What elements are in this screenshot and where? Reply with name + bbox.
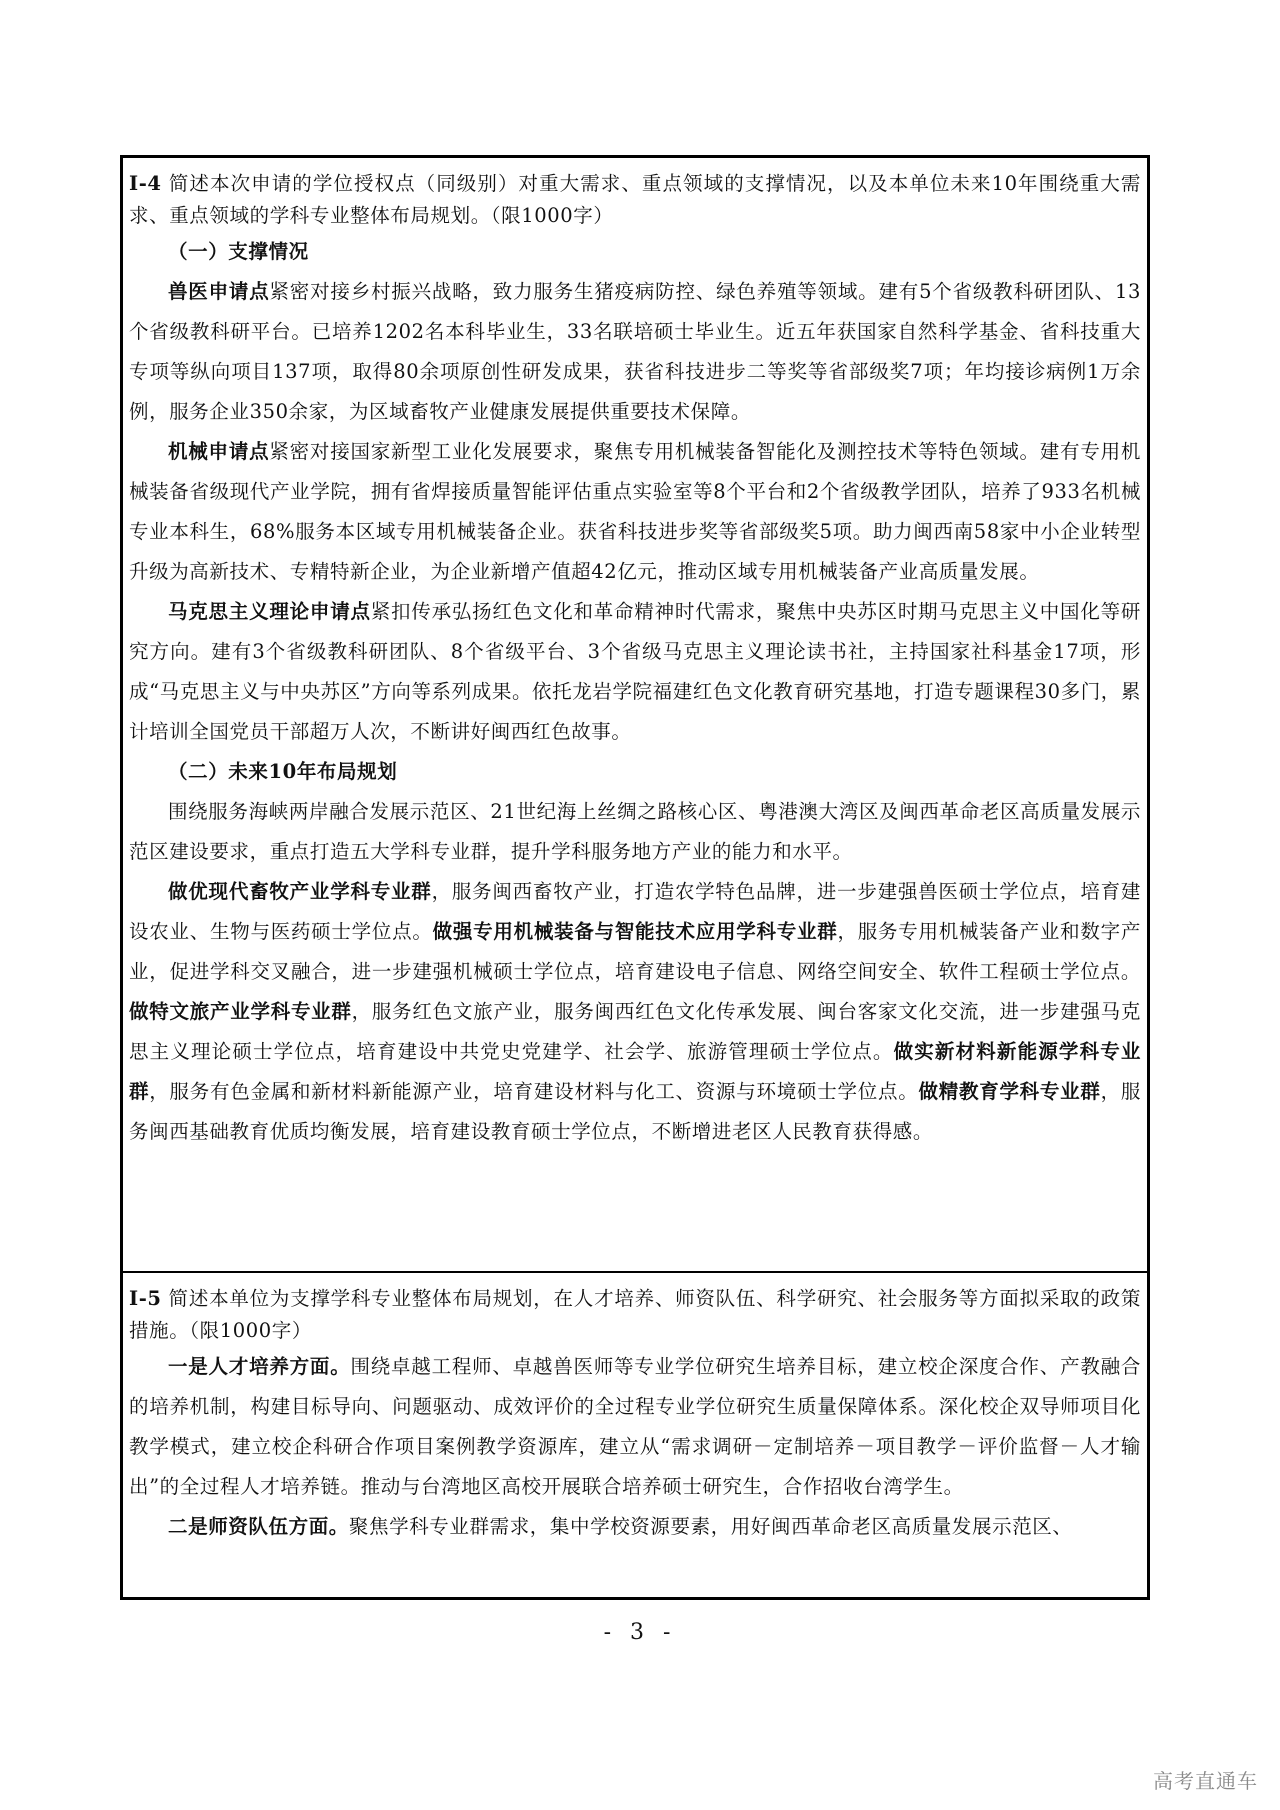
paragraph-marx <box>129 592 1141 752</box>
paragraph-vet <box>129 272 1141 432</box>
paragraph-talent <box>129 1347 1141 1507</box>
text-group-2: ，服务专用机械装备产业和数字产业，促进学科交叉融合，进一步建强机械硕士学位点，培育建设电子信息、网络空间安全、软件工程硕士学位点。 <box>129 920 1141 983</box>
heading-support: （一）支撑情况 <box>168 240 309 263</box>
heading-plan: （二）未来10年布局规划 <box>168 760 398 783</box>
lead-group-1: 做优现代畜牧产业学科专业群 <box>168 880 432 903</box>
question-id: I-4 <box>129 172 162 195</box>
lead-faculty: 二是师资队伍方面。 <box>168 1515 349 1538</box>
text-group-3: ，服务红色文旅产业，服务闽西红色文化传承发展、闽台客家文化交流，进一步建强马克思主义理论硕士学位点，培育建设中共党史党建学、社会学、旅游管理硕士学位点。 <box>129 1000 1141 1063</box>
text-mech: 紧密对接国家新型工业化发展要求，聚焦专用机械装备智能化及测控技术等特色领域。建有专用机械装备省级现代产业学院，拥有省焊接质量智能评估重点实验室等8个平台和2个省级教学团队，培养了933名机械专业本科生，68%服务本区域专用机械装备企业。获省科技进步奖等省部级奖5项。助力闽西南58家中小企业转型升级为高新技术、专精特新企业，为企业新增产值超42亿元，推动区域专用机械装备产业高质量发展。 <box>129 440 1141 583</box>
watermark: 高考直通车 <box>1153 1769 1258 1793</box>
lead-mech: 机械申请点 <box>168 440 270 463</box>
lead-talent: 一是人才培养方面。 <box>168 1355 351 1378</box>
question-i5 <box>129 1283 1141 1347</box>
lead-group-5: 做精教育学科专业群 <box>918 1080 1101 1103</box>
paragraph-faculty <box>129 1507 1141 1547</box>
lead-group-3: 做特文旅产业学科专业群 <box>129 1000 352 1023</box>
lead-marx: 马克思主义理论申请点 <box>168 600 371 623</box>
paragraph-plan-intro: 围绕服务海峡两岸融合发展示范区、21世纪海上丝绸之路核心区、粤港澳大湾区及闽西革命老区高质量发展示范区建设要求，重点打造五大学科专业群，提升学科服务地方产业的能力和水平。 <box>129 800 1141 863</box>
form-table <box>120 155 1150 1600</box>
text-talent: 围绕卓越工程师、卓越兽医师等专业学位研究生培养目标，建立校企深度合作、产教融合的培养机制，构建目标导向、问题驱动、成效评价的全过程专业学位研究生质量保障体系。深化校企双导师项目化教学模式，建立校企科研合作项目案例教学资源库，建立从“需求调研－定制培养－项目教学－评价监督－人才输出”的全过程人才培养链。推动与台湾地区高校开展联合培养硕士研究生，合作招收台湾学生。 <box>129 1355 1141 1498</box>
text-group-5: ，服务闽西基础教育优质均衡发展，培育建设教育硕士学位点，不断增进老区人民教育获得感。 <box>129 1080 1141 1143</box>
lead-group-4: 做实新材料新能源学科专业群 <box>129 1040 1142 1103</box>
question-text: 简述本次申请的学位授权点（同级别）对重大需求、重点领域的支撑情况，以及本单位未来10年围绕重大需求、重点领域的学科专业整体布局规划。（限1000字） <box>129 172 1141 227</box>
text-faculty: 聚焦学科专业群需求，集中学校资源要素，用好闽西革命老区高质量发展示范区、 <box>348 1515 1073 1538</box>
paragraph-mech <box>129 432 1141 592</box>
question-id: I-5 <box>129 1287 162 1310</box>
page-number: - 3 - <box>603 1620 677 1645</box>
section-i4 <box>123 158 1147 1271</box>
lead-group-2: 做强专用机械装备与智能技术应用学科专业群 <box>432 920 838 943</box>
paragraph-plan-groups <box>129 872 1141 1152</box>
text-marx: 紧扣传承弘扬红色文化和革命精神时代需求，聚焦中央苏区时期马克思主义中国化等研究方向。建有3个省级教科研团队、8个省级平台、3个省级马克思主义理论读书社，主持国家社科基金17项，形成“马克思主义与中央苏区”方向等系列成果。依托龙岩学院福建红色文化教育研究基地，打造专题课程30多门，累计培训全国党员干部超万人次，不断讲好闽西红色故事。 <box>129 600 1141 743</box>
lead-vet: 兽医申请点 <box>168 280 270 303</box>
text-group-4: ，服务有色金属和新材料新能源产业，培育建设材料与化工、资源与环境硕士学位点。 <box>149 1080 919 1103</box>
question-text: 简述本单位为支撑学科专业整体布局规划，在人才培养、师资队伍、科学研究、社会服务等方面拟采取的政策措施。（限1000字） <box>129 1287 1141 1342</box>
text-group-1: ，服务闽西畜牧产业，打造农学特色品牌，进一步建强兽医硕士学位点，培育建设农业、生物与医药硕士学位点。 <box>129 880 1141 943</box>
section-i5 <box>123 1271 1147 1597</box>
text-vet: 紧密对接乡村振兴战略，致力服务生猪疫病防控、绿色养殖等领域。建有5个省级教科研团队、13个省级教科研平台。已培养1202名本科毕业生，33名联培硕士毕业生。近五年获国家自然科学基金、省科技重大专项等纵向项目137项，取得80余项原创性研发成果，获省科技进步二等奖等省部级奖7项；年均接诊病例1万余例，服务企业350余家，为区域畜牧产业健康发展提供重要技术保障。 <box>129 280 1141 423</box>
question-i4 <box>129 168 1141 232</box>
